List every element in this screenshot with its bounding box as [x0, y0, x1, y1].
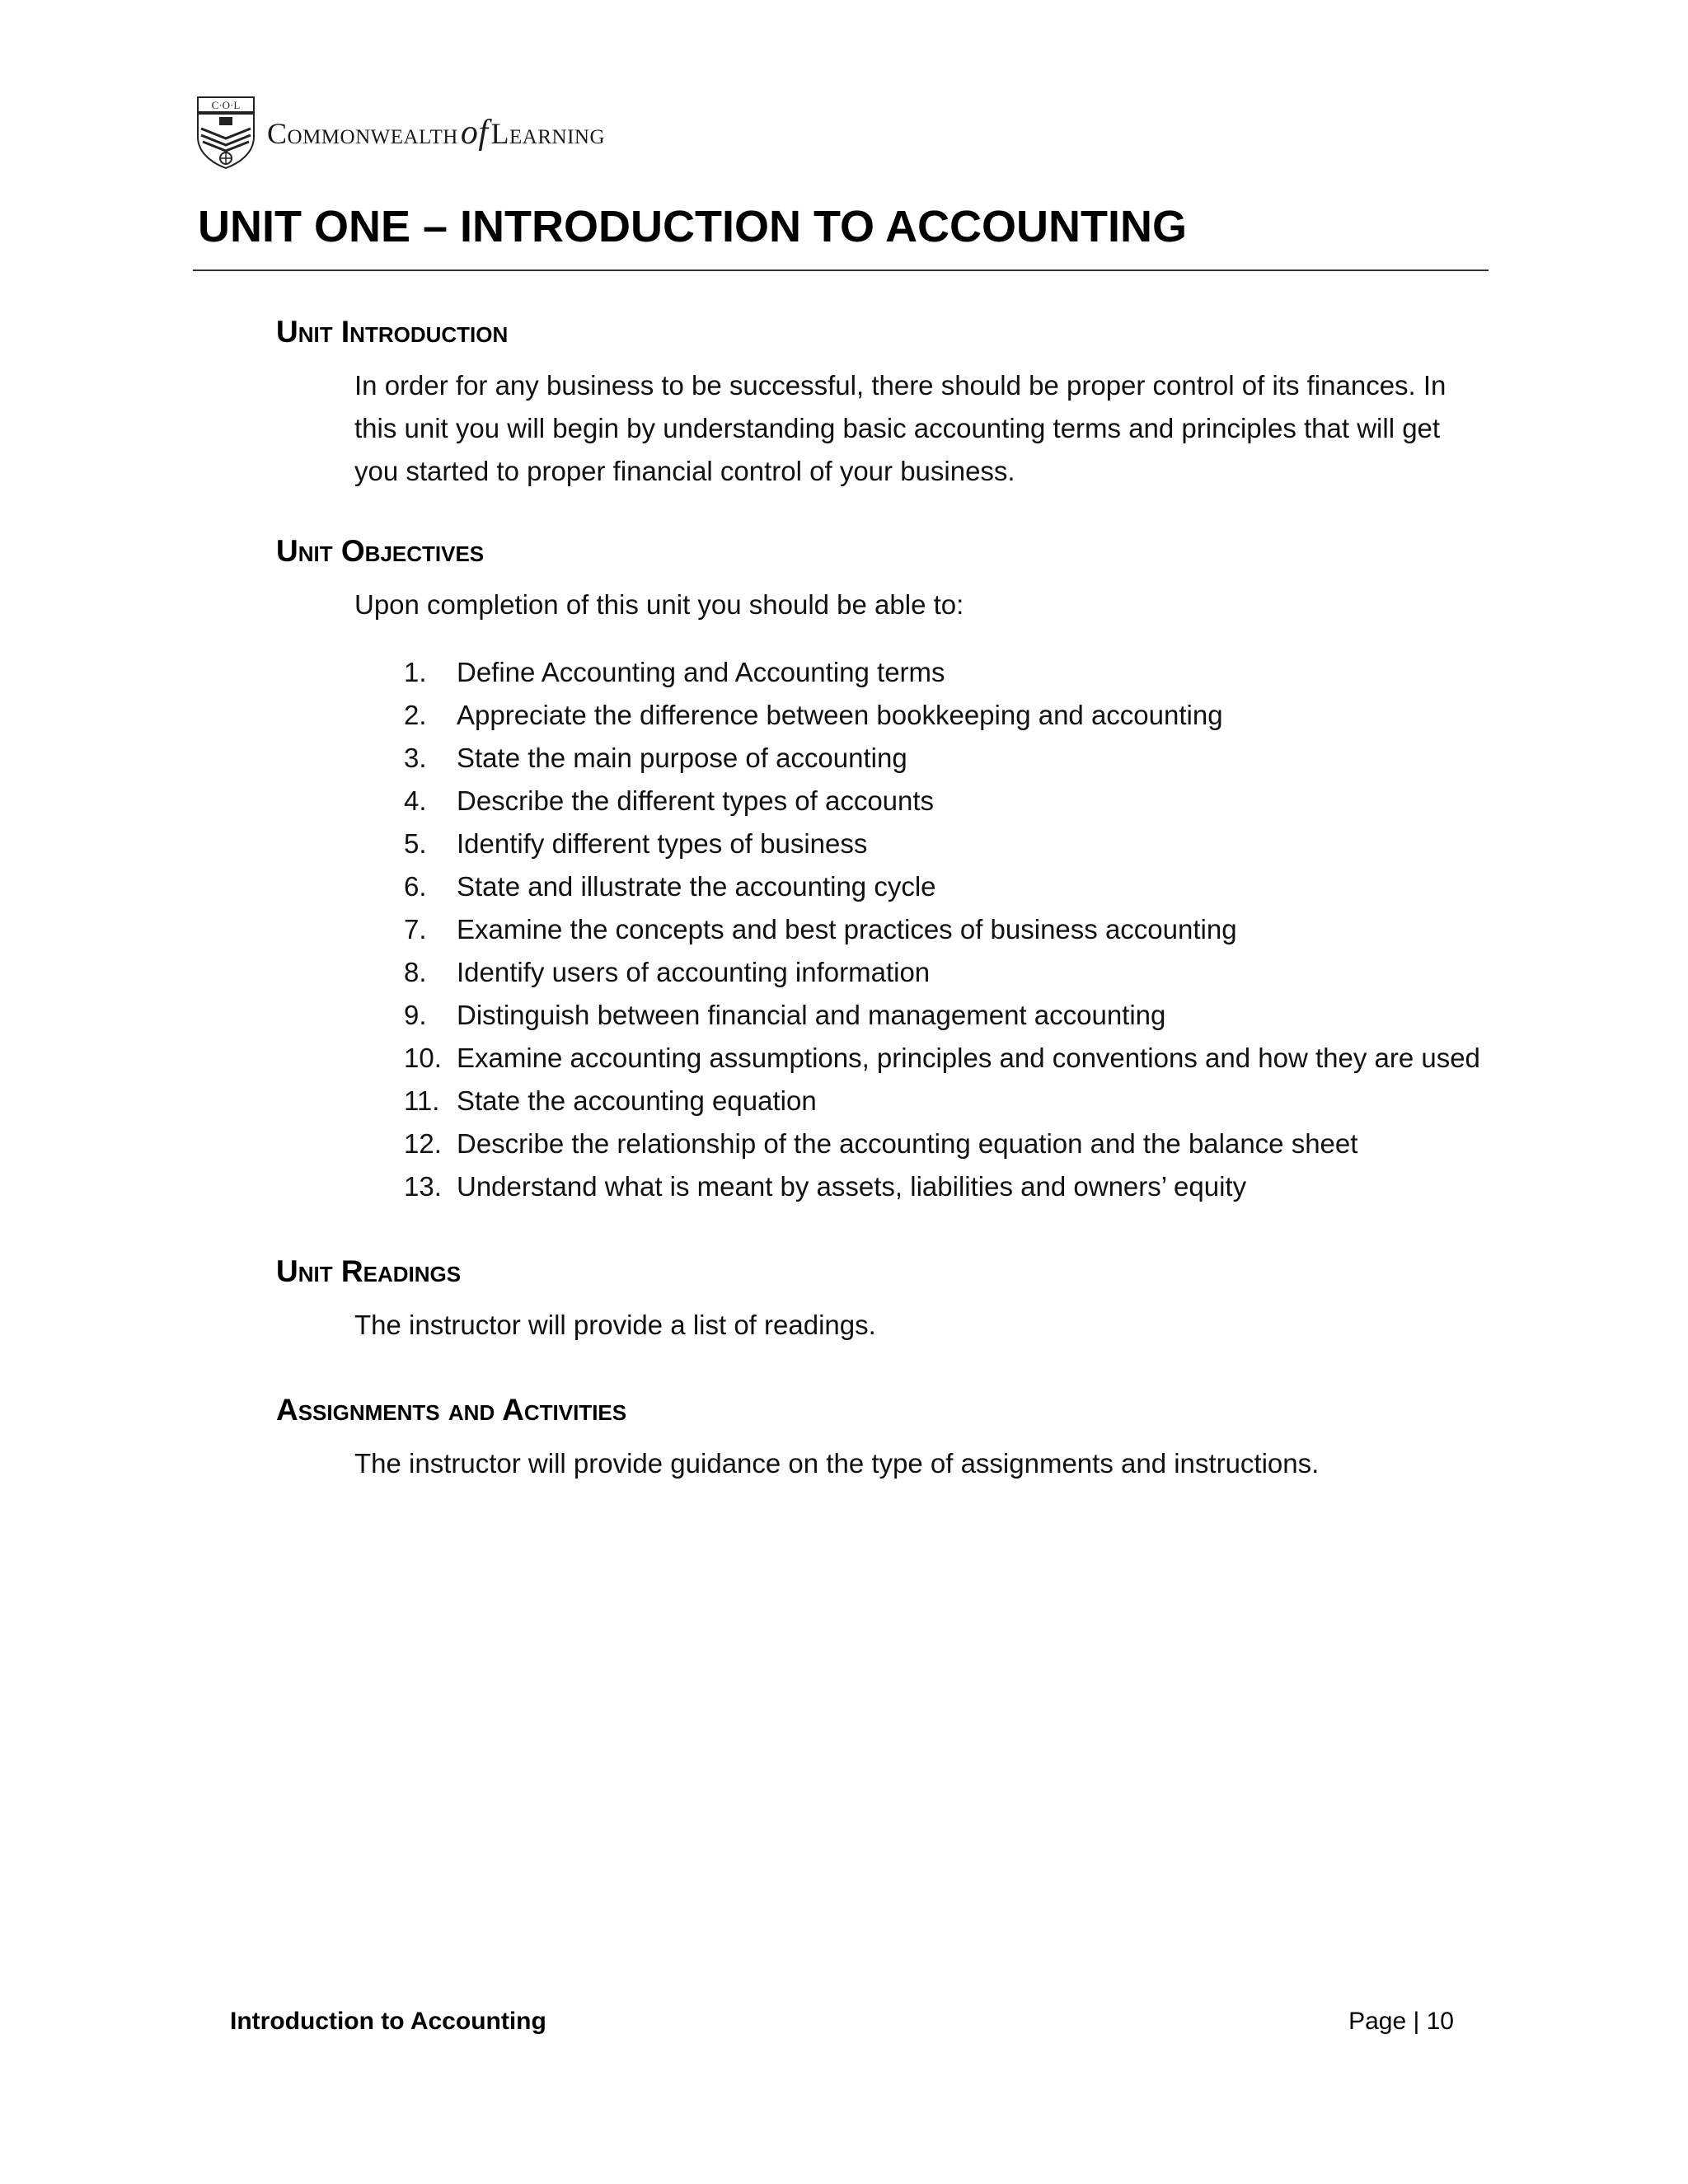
heading-unit-introduction: Unit Introduction: [276, 315, 509, 349]
list-item: [404, 908, 1489, 951]
list-item-number: 2.: [404, 700, 427, 730]
list-item-number: 7.: [404, 914, 427, 944]
list-item-number: 9.: [404, 1000, 427, 1030]
list-item-text: Understand what is meant by assets, liabilities and owners’ equity: [457, 1171, 1247, 1202]
list-item-number: 3.: [404, 743, 427, 773]
title-divider: [193, 269, 1489, 271]
list-item-text: State the accounting equation: [457, 1085, 817, 1116]
list-item-text: Examine the concepts and best practices of business accounting: [457, 914, 1237, 944]
list-item-text: Describe the relationship of the accounting equation and the balance sheet: [457, 1128, 1358, 1159]
footer-document-title: Introduction to Accounting: [230, 2008, 546, 2035]
list-item: [404, 780, 1489, 823]
list-item-text: Distinguish between financial and management accounting: [457, 1000, 1166, 1030]
list-item: [404, 823, 1489, 865]
list-item: [404, 737, 1489, 780]
list-item-text: Appreciate the difference between bookkeeping and accounting: [457, 700, 1223, 730]
list-item-number: 4.: [404, 785, 427, 816]
heading-unit-objectives: Unit Objectives: [276, 534, 485, 568]
logo-word-learning: Learning: [490, 117, 606, 150]
logo-word-commonwealth: Commonwealth: [267, 117, 458, 150]
objectives-list: [404, 651, 1489, 1208]
list-item: [404, 1122, 1489, 1165]
list-item-text: Describe the different types of accounts: [457, 785, 935, 816]
list-item: [404, 951, 1489, 994]
list-item-number: 6.: [404, 871, 427, 902]
logo-word-of: of: [460, 114, 489, 152]
assignments-text: The instructor will provide guidance on the type of assignments and instructions.: [354, 1448, 1320, 1479]
unit-introduction-text: In order for any business to be successful, there should be proper control of its finances. In this unit you will begin by understanding basic accounting terms and principles that will get you started to proper financial control of your business.: [354, 370, 1447, 486]
list-item-number: 12.: [404, 1128, 442, 1159]
list-item-number: 11.: [404, 1085, 440, 1116]
heading-unit-readings: Unit Readings: [276, 1254, 462, 1288]
list-item-text: Identify users of accounting information: [457, 957, 931, 987]
footer-page-number: Page | 10: [1348, 2008, 1454, 2035]
list-item: [404, 1037, 1489, 1080]
objectives-intro-text: Upon completion of this unit you should be able to:: [354, 589, 964, 620]
list-item: [404, 694, 1489, 737]
list-item: [404, 1165, 1489, 1208]
list-item-number: 8.: [404, 957, 427, 987]
list-item-text: Identify different types of business: [457, 828, 868, 859]
unit-readings-text: The instructor will provide a list of readings.: [354, 1310, 876, 1340]
heading-assignments-and-activities: Assignments and Activities: [276, 1393, 627, 1427]
list-item-text: Examine accounting assumptions, principles and conventions and how they are used: [457, 1043, 1480, 1073]
list-item-number: 13.: [404, 1171, 442, 1202]
commonwealth-of-learning-logo: [196, 96, 605, 170]
col-shield-icon: [196, 96, 256, 170]
unit-title: UNIT ONE – INTRODUCTION TO ACCOUNTING: [198, 202, 1187, 251]
list-item: [404, 994, 1489, 1037]
list-item: [404, 651, 1489, 694]
list-item-text: State and illustrate the accounting cycle: [457, 871, 936, 902]
list-item: [404, 865, 1489, 908]
unit-content: [276, 312, 1489, 1485]
list-item-number: 1.: [404, 657, 427, 687]
logo-badge-text: C·O·L: [211, 99, 241, 111]
list-item: [404, 1080, 1489, 1122]
list-item-text: Define Accounting and Accounting terms: [457, 657, 945, 687]
logo-wordmark: [267, 115, 605, 150]
list-item-number: 5.: [404, 828, 427, 859]
list-item-number: 10.: [404, 1043, 442, 1073]
list-item-text: State the main purpose of accounting: [457, 743, 907, 773]
